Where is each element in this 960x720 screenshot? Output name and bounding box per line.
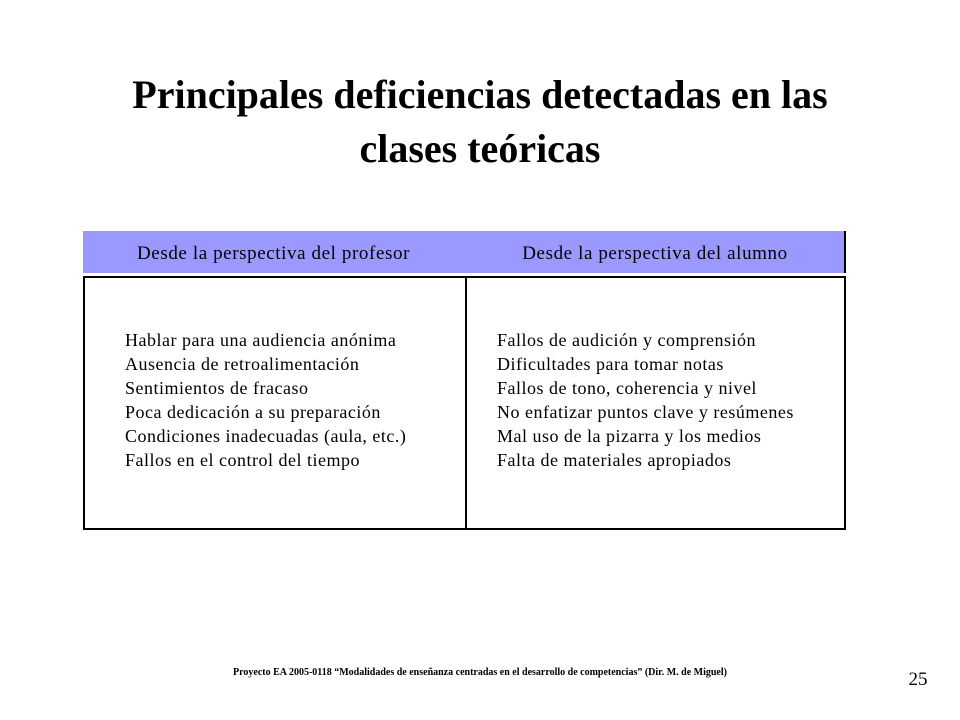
table-body [83, 276, 846, 530]
slide-title-line-1: Principales deficiencias detectadas en las [132, 72, 828, 117]
professor-deficiencies-list [125, 328, 406, 472]
table-header-row [83, 231, 846, 273]
page-number: 25 [908, 669, 928, 690]
list-item: Hablar para una audiencia anónima [125, 330, 397, 350]
header-professor-perspective: Desde la perspectiva del profesor [136, 243, 411, 264]
list-item: Mal uso de la pizarra y los medios [497, 426, 762, 446]
list-item: Ausencia de retroalimentación [125, 354, 360, 374]
slide-footer: Proyecto EA 2005-0118 “Modalidades de enseñanza centradas en el desarrollo de competencias” (Dir. M. de Miguel) [233, 667, 727, 678]
column-divider [465, 278, 467, 528]
list-item: Falta de materiales apropiados [497, 450, 732, 470]
slide-title-line-2: clases teóricas [359, 126, 601, 171]
list-item: Condiciones inadecuadas (aula, etc.) [125, 426, 407, 446]
list-item: Sentimientos de fracaso [125, 378, 309, 398]
list-item: Fallos de audición y comprensión [497, 330, 756, 350]
slide-title [0, 68, 960, 176]
deficiencies-table [83, 231, 846, 530]
header-student-perspective: Desde la perspectiva del alumno [522, 243, 788, 264]
list-item: Poca dedicación a su preparación [125, 402, 381, 422]
list-item: Fallos en el control del tiempo [125, 450, 360, 470]
student-deficiencies-list [497, 328, 794, 472]
list-item: No enfatizar puntos clave y resúmenes [497, 402, 794, 422]
list-item: Fallos de tono, coherencia y nivel [497, 378, 757, 398]
list-item: Dificultades para tomar notas [497, 354, 724, 374]
